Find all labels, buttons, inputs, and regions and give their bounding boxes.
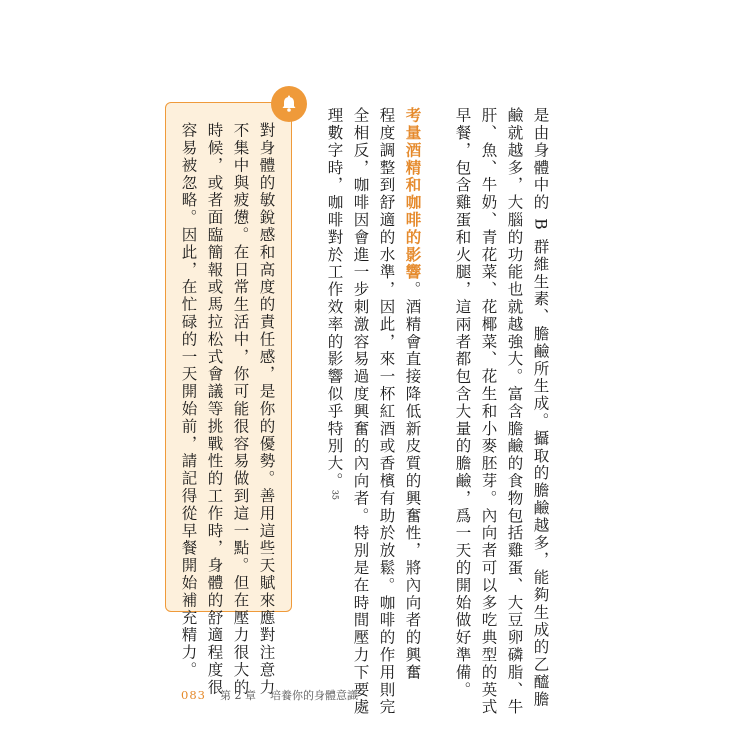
body-column-4: 早餐，包含雞蛋和火腿，這兩者都包含大量的膽鹼，爲一天的開始做好準備。 <box>453 107 472 699</box>
page-number: 083 <box>181 688 206 702</box>
body-column-6: 程度調整到舒適的水準，因此，來一杯紅酒或香檳有助於放鬆。咖啡的作用則完 <box>377 107 396 716</box>
page-footer <box>181 687 358 703</box>
tip-column-3: 時候，或者面臨簡報或馬拉松式會議等挑戰性的工作時，身體的舒適程度很 <box>205 122 224 697</box>
tip-column-4: 容易被忽略。因此，在忙碌的一天開始前，請記得從早餐開始補充精力。 <box>179 122 198 679</box>
tip-column-1: 對身體的敏銳感和高度的責任感，是你的優勢。善用這些天賦來應對注意力 <box>257 122 276 697</box>
footnote-marker: 35 <box>330 489 340 500</box>
tip-column-2: 不集中與疲憊。在日常生活中，你可能很容易做到這一點。但在壓力很大的 <box>231 122 250 697</box>
body-column-1: 是由身體中的 B 群維生素、膽鹼所生成。攝取的膽鹼越多，能夠生成的乙醯膽 <box>531 107 550 709</box>
chapter-label: 第 2 章 <box>219 689 256 702</box>
body-column-2: 鹼就越多，大腦的功能也就越強大。富含膽鹼的食物包括雞蛋、大豆卵磷脂、牛 <box>505 107 524 716</box>
section-heading: 考量酒精和咖啡的影響 <box>403 107 423 281</box>
body-column-8: 理數字時，咖啡對於工作效率的影響似乎特別大。35 <box>325 107 344 500</box>
chapter-title: 培養你的身體意識 <box>269 689 358 702</box>
body-column-3: 肝、魚、牛奶、青花菜、花椰菜、花生和小麥胚芽。內向者可以多吃典型的英式 <box>479 107 498 716</box>
body-column-5: 考量酒精和咖啡的影響。酒精會直接降低新皮質的興奮性，將內向者的興奮 <box>403 107 423 682</box>
body-column-7: 全相反，咖啡因會進一步刺激容易過度興奮的內向者。特別是在時間壓力下要處 <box>351 107 370 716</box>
bell-icon <box>271 86 307 122</box>
